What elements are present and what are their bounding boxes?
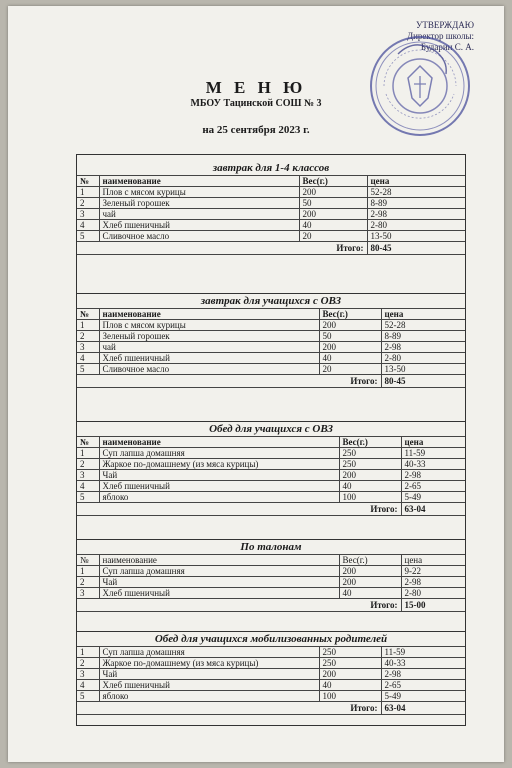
menu-table (77, 646, 465, 715)
cell-name: Хлеб пшеничный (99, 680, 319, 691)
total-row (77, 702, 465, 715)
table-header (77, 309, 465, 320)
total-row (77, 599, 465, 612)
cell-num: 4 (77, 680, 99, 691)
approval-title: УТВЕРЖДАЮ (415, 20, 474, 30)
cell-name: Плов с мясом курицы (99, 187, 299, 198)
cell-price: 40-33 (381, 658, 465, 669)
col-num: № (77, 309, 99, 320)
cell-name: Жаркое по-домашнему (из мяса курицы) (99, 459, 339, 470)
menu-date: на 25 сентября 2023 г. (202, 124, 310, 136)
col-name: наименование (99, 176, 299, 187)
section-title: Обед для учащихся с ОВЗ (77, 421, 465, 436)
section-breakfast-ovz (77, 293, 465, 388)
cell-price: 2-98 (367, 209, 465, 220)
cell-num: 2 (77, 459, 99, 470)
cell-weight: 200 (299, 187, 367, 198)
cell-num: 1 (77, 566, 99, 577)
total-label: Итого: (77, 503, 401, 516)
cell-num: 1 (77, 187, 99, 198)
section-lunch-ovz (77, 421, 465, 516)
page-title: М Е Н Ю (205, 78, 307, 97)
cell-name: Зеленый горошек (99, 198, 299, 209)
col-num: № (77, 176, 99, 187)
table-header (77, 176, 465, 187)
col-weight: Вес(г.) (299, 176, 367, 187)
cell-name: Хлеб пшеничный (99, 481, 339, 492)
cell-weight: 20 (319, 364, 381, 375)
table-row (77, 220, 465, 231)
cell-num: 3 (77, 588, 99, 599)
cell-weight: 50 (319, 331, 381, 342)
table-row (77, 342, 465, 353)
cell-weight: 40 (339, 588, 401, 599)
cell-price: 5-49 (381, 691, 465, 702)
cell-price: 2-65 (381, 680, 465, 691)
table-header (77, 555, 465, 566)
section-coupons (77, 539, 465, 612)
cell-price: 2-80 (381, 353, 465, 364)
cell-weight: 40 (339, 481, 401, 492)
col-weight: Вес(г.) (339, 555, 401, 566)
total-value: 63-04 (401, 503, 465, 516)
total-label: Итого: (77, 242, 367, 255)
menu-table (77, 175, 465, 255)
cell-name: чай (99, 342, 319, 353)
col-weight: Вес(г.) (339, 437, 401, 448)
menu-table (77, 554, 465, 612)
cell-weight: 250 (339, 459, 401, 470)
cell-name: Плов с мясом курицы (99, 320, 319, 331)
cell-name: Суп лапша домашняя (99, 647, 319, 658)
school-name: МБОУ Тацинской СОШ № 3 (190, 98, 322, 109)
cell-name: Жаркое по-домашнему (из мяса курицы) (99, 658, 319, 669)
col-num: № (77, 437, 99, 448)
table-header (77, 437, 465, 448)
cell-num: 1 (77, 320, 99, 331)
table-row (77, 577, 465, 588)
col-weight: Вес(г.) (319, 309, 381, 320)
cell-price: 2-80 (367, 220, 465, 231)
cell-num: 4 (77, 481, 99, 492)
cell-weight: 250 (339, 448, 401, 459)
table-row (77, 566, 465, 577)
col-num: № (77, 555, 99, 566)
cell-num: 4 (77, 220, 99, 231)
cell-name: яблоко (99, 492, 339, 503)
menu-table-frame (76, 154, 466, 726)
cell-weight: 200 (339, 470, 401, 481)
cell-name: Сливочное масло (99, 364, 319, 375)
total-label: Итого: (77, 599, 401, 612)
table-row (77, 588, 465, 599)
cell-num: 3 (77, 470, 99, 481)
cell-weight: 100 (339, 492, 401, 503)
cell-price: 40-33 (401, 459, 465, 470)
table-row (77, 459, 465, 470)
cell-num: 5 (77, 691, 99, 702)
cell-weight: 200 (339, 577, 401, 588)
cell-price: 9-22 (401, 566, 465, 577)
cell-num: 1 (77, 448, 99, 459)
cell-weight: 40 (319, 680, 381, 691)
cell-price: 2-80 (401, 588, 465, 599)
cell-price: 52-28 (367, 187, 465, 198)
cell-num: 5 (77, 231, 99, 242)
section-title: завтрак для 1-4 классов (212, 162, 330, 174)
cell-num: 5 (77, 492, 99, 503)
section-title: завтрак для учащихся с ОВЗ (77, 293, 465, 308)
cell-name: Чай (99, 470, 339, 481)
table-row (77, 691, 465, 702)
cell-name: Суп лапша домашняя (99, 448, 339, 459)
cell-price: 2-65 (401, 481, 465, 492)
table-row (77, 448, 465, 459)
cell-name: Чай (99, 669, 319, 680)
cell-name: Сливочное масло (99, 231, 299, 242)
table-row (77, 658, 465, 669)
col-name: наименование (99, 437, 339, 448)
cell-price: 2-98 (381, 669, 465, 680)
cell-weight: 100 (319, 691, 381, 702)
cell-weight: 200 (319, 669, 381, 680)
cell-num: 2 (77, 331, 99, 342)
col-name: наименование (99, 309, 319, 320)
table-row (77, 669, 465, 680)
cell-name: Хлеб пшеничный (99, 353, 319, 364)
table-row (77, 353, 465, 364)
col-name: наименование (99, 555, 339, 566)
section-title: Обед для учащихся мобилизованных родителей (77, 631, 465, 646)
cell-name: Хлеб пшеничный (99, 588, 339, 599)
table-row (77, 198, 465, 209)
cell-num: 3 (77, 342, 99, 353)
cell-num: 3 (77, 669, 99, 680)
total-row (77, 242, 465, 255)
cell-name: чай (99, 209, 299, 220)
cell-weight: 250 (319, 658, 381, 669)
col-price: цена (401, 437, 465, 448)
menu-table (77, 436, 465, 516)
table-row (77, 680, 465, 691)
table-row (77, 209, 465, 220)
total-value: 80-45 (367, 242, 465, 255)
cell-weight: 200 (319, 320, 381, 331)
cell-weight: 200 (339, 566, 401, 577)
menu-sheet (8, 6, 504, 762)
cell-price: 13-50 (367, 231, 465, 242)
cell-weight: 200 (319, 342, 381, 353)
cell-weight: 20 (299, 231, 367, 242)
cell-weight: 50 (299, 198, 367, 209)
section-title: По талонам (77, 539, 465, 554)
table-row (77, 647, 465, 658)
cell-weight: 200 (299, 209, 367, 220)
table-row (77, 481, 465, 492)
cell-name: Чай (99, 577, 339, 588)
table-row (77, 187, 465, 198)
table-row (77, 470, 465, 481)
total-label: Итого: (77, 375, 381, 388)
total-label: Итого: (77, 702, 381, 715)
cell-num: 1 (77, 647, 99, 658)
cell-weight: 40 (319, 353, 381, 364)
cell-price: 13-50 (381, 364, 465, 375)
cell-price: 8-89 (367, 198, 465, 209)
table-row (77, 331, 465, 342)
cell-num: 5 (77, 364, 99, 375)
cell-price: 5-49 (401, 492, 465, 503)
cell-price: 2-98 (381, 342, 465, 353)
cell-price: 2-98 (401, 577, 465, 588)
cell-price: 11-59 (381, 647, 465, 658)
cell-name: Хлеб пшеничный (99, 220, 299, 231)
menu-table (77, 308, 465, 388)
section-breakfast-grades-1-4 (77, 161, 465, 255)
cell-name: яблоко (99, 691, 319, 702)
cell-num: 3 (77, 209, 99, 220)
total-row (77, 503, 465, 516)
total-value: 63-04 (381, 702, 465, 715)
cell-price: 11-59 (401, 448, 465, 459)
total-value: 80-45 (381, 375, 465, 388)
cell-price: 8-89 (381, 331, 465, 342)
cell-price: 2-98 (401, 470, 465, 481)
cell-weight: 250 (319, 647, 381, 658)
cell-weight: 40 (299, 220, 367, 231)
total-row (77, 375, 465, 388)
col-price: цена (367, 176, 465, 187)
section-lunch-mobilized-parents (77, 631, 465, 715)
cell-price: 52-28 (381, 320, 465, 331)
col-price: цена (381, 309, 465, 320)
cell-num: 2 (77, 658, 99, 669)
table-row (77, 231, 465, 242)
cell-num: 4 (77, 353, 99, 364)
col-price: цена (401, 555, 465, 566)
table-row (77, 320, 465, 331)
cell-num: 2 (77, 577, 99, 588)
total-value: 15-00 (401, 599, 465, 612)
cell-name: Зеленый горошек (99, 331, 319, 342)
table-row (77, 364, 465, 375)
cell-name: Суп лапша домашняя (99, 566, 339, 577)
table-row (77, 492, 465, 503)
approval-position: Директор школы: (406, 31, 474, 41)
cell-num: 2 (77, 198, 99, 209)
approval-name: Бударин С. А. (420, 42, 474, 52)
